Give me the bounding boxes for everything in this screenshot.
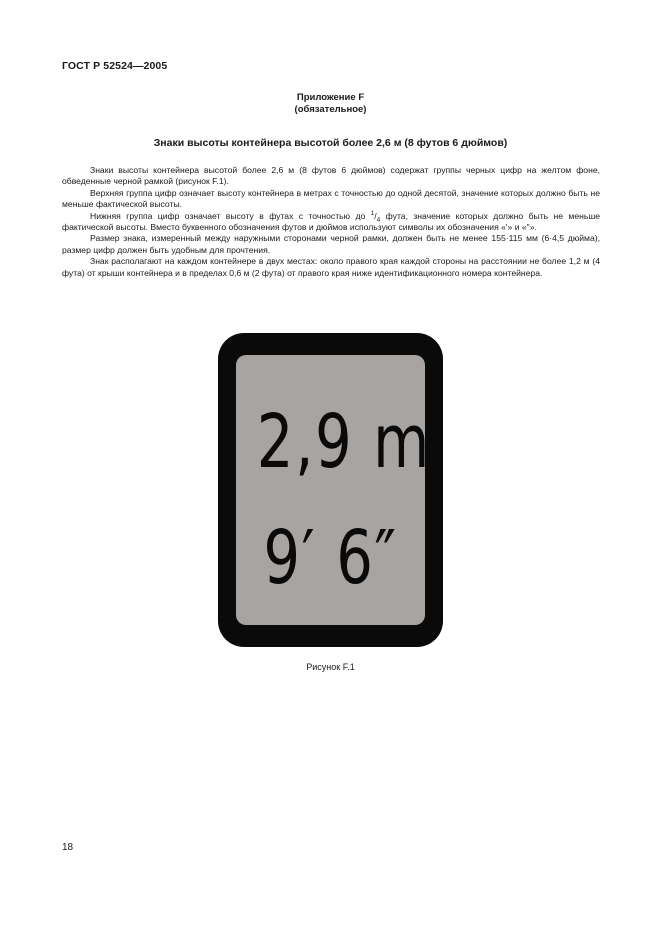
paragraph-1: Знаки высоты контейнера высотой более 2,6 м (8 футов 6 дюймов) содержат группы черных цифр на желтом фоне, обведенные черной рамкой (рисунок F.1).	[62, 165, 600, 187]
body-text	[62, 165, 600, 279]
section-title: Знаки высоты контейнера высотой более 2,6 м (8 футов 6 дюймов)	[153, 137, 508, 149]
appendix-title	[0, 92, 661, 103]
fraction-numerator: 1	[370, 209, 375, 217]
paragraph-5: Знак располагают на каждом контейнере в двух местах: около правого края каждой стороны на расстоянии не более 1,2 м (4 фута) от крыши контейнера и в пределах 0,6 м (2 фута) от правого края ниже идентификационного номера контейнера.	[62, 256, 600, 278]
fraction-denominator: 4	[376, 216, 381, 224]
page-number: 18	[62, 842, 74, 853]
appendix-label: Приложение F	[296, 92, 365, 103]
paragraph-3-end: фута, значение которых должно быть не меньше фактической высоты. Вместо буквенного обозначения футов и дюймов используют символы их обозначения «'» и «"».	[62, 210, 600, 233]
paragraph-3: Нижняя группа цифр означает высоту в футах с точностью до $^1/_4$ фута, значение которых должно быть не меньше фактической высоты. Вместо буквенного обозначения футов и дюймов используют символы их обозначения «'» и «"».	[62, 209, 600, 233]
paragraph-3-start: Нижняя группа цифр означает высоту в футах с точностью до	[90, 210, 371, 221]
sign-field	[236, 355, 431, 625]
figure-caption: Рисунок F.1	[306, 662, 355, 672]
document-code: ГОСТ Р 52524—2005	[62, 60, 168, 72]
paragraph-2: Верхняя группа цифр означает высоту контейнера в метрах с точностью до одной десятой, значение которых должно быть не меньше фактической высоты.	[62, 187, 600, 210]
appendix-status: (обязательное)	[294, 104, 367, 115]
height-sign-figure	[218, 333, 443, 647]
sign-height-feet: 9′ 6″	[263, 515, 398, 601]
sign-height-meters: 2,9 m	[256, 399, 431, 485]
paragraph-4: Размер знака, измеренный между наружными сторонами черной рамки, должен быть не менее 155·115 мм (6·4,5 дюйма), размер цифр должен быть удобным для прочтения.	[62, 233, 600, 255]
appendix-status-line	[0, 104, 661, 115]
